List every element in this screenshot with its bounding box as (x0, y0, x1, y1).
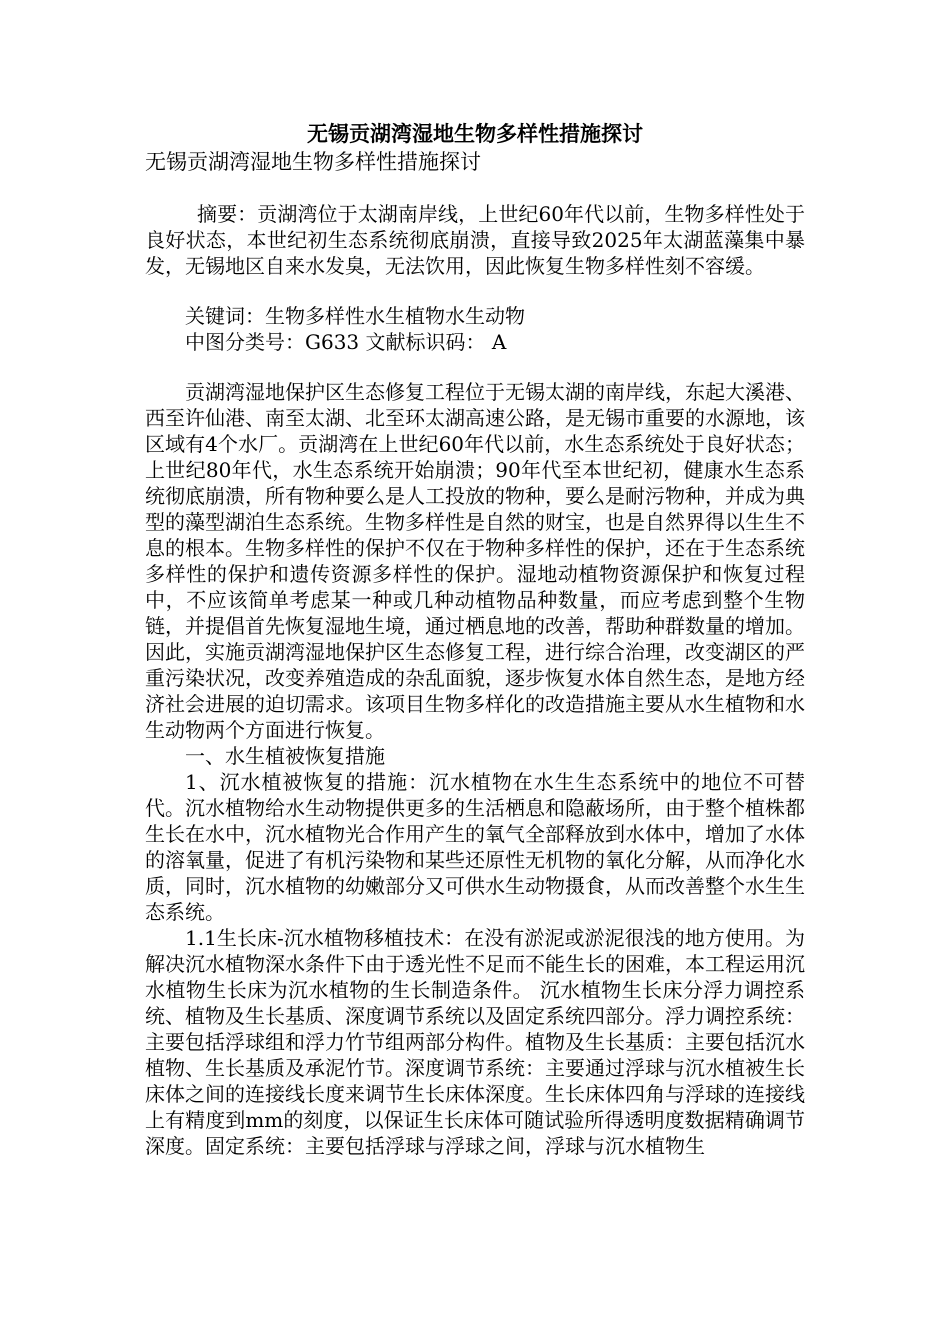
spacer (145, 355, 805, 379)
body-paragraph: 1.1生长床-沉水植物移植技术：在没有淤泥或淤泥很浅的地方使用。为解决沉水植物深水条件下由于透光性不足而不能生长的困难，本工程运用沉水植物生长床为沉水植物的生长制造条件。 沉水植物生长床分浮力调控系统、植物及生长基质、深度调节系统以及固定系统四部分。浮力调控系统：主要包括浮球组和浮力竹节组两部分构件。植物及生长基质：主要包括沉水植物、生长基质及承泥竹节。深度调节系统：主要通过浮球与沉水植被生长床体之间的连接线长度来调节生长床体深度。生长床体四角与浮球的连接线上有精度到mm的刻度，以保证生长床体可随试验所得透明度数据精确调节深度。固定系统：主要包括浮球与浮球之间，浮球与沉水植物生 (145, 926, 805, 1158)
body-paragraph: 贡湖湾湿地保护区生态修复工程位于无锡太湖的南岸线，东起大溪港、西至许仙港、南至太湖、北至环太湖高速公路，是无锡市重要的水源地，该区域有4个水厂。贡湖湾在上世纪60年代以前，水生态系统处于良好状态；上世纪80年代，水生态系统开始崩溃；90年代至本世纪初，健康水生态系统彻底崩溃，所有物种要么是人工投放的物种，要么是耐污物种，并成为典型的藻型湖泊生态系统。生物多样性是自然的财宝，也是自然界得以生生不息的根本。生物多样性的保护不仅在于物种多样性的保护，还在于生态系统多样性的保护和遗传资源多样性的保护。湿地动植物资源保护和恢复过程中，不应该简单考虑某一种或几种动植物品种数量，而应考虑到整个生物链，并提倡首先恢复湿地生境，通过栖息地的改善，帮助种群数量的增加。因此，实施贡湖湾湿地保护区生态修复工程，进行综合治理，改变湖区的严重污染状况，改变养殖造成的杂乱面貌，逐步恢复水体自然生态，是地方经济社会进展的迫切需求。该项目生物多样化的改造措施主要从水生植物和水生动物两个方面进行恢复。 (145, 380, 805, 742)
document-page (145, 118, 805, 1159)
document-title: 无锡贡湖湾湿地生物多样性措施探讨 (307, 121, 643, 146)
document-subtitle: 无锡贡湖湾湿地生物多样性措施探讨 (145, 150, 481, 174)
body-paragraph: 1、沉水植被恢复的措施：沉水植物在水生生态系统中的地位不可替代。沉水植物给水生动物提供更多的生活栖息和隐蔽场所，由于整个植株都生长在水中，沉水植物光合作用产生的氧气全部释放到水体中，增加了水体的溶氧量，促进了有机污染物和某些还原性无机物的氧化分解，从而净化水质，同时，沉水植物的幼嫩部分又可供水生动物摄食，从而改善整个水生生态系统。 (145, 770, 805, 924)
abstract-paragraph: 摘要：贡湖湾位于太湖南岸线，上世纪60年代以前，生物多样性处于良好状态，本世纪初生态系统彻底崩溃，直接导致2025年太湖蓝藻集中暴发，无锡地区自来水发臭，无法饮用，因此恢复生物多样性刻不容缓。 (145, 202, 805, 278)
spacer (145, 279, 805, 303)
keywords-line: 关键词：生物多样性水生植物水生动物 (185, 304, 525, 328)
section-heading: 一、水生植被恢复措施 (185, 744, 385, 768)
spacer (145, 175, 805, 201)
classification-line: 中图分类号：G633 文献标识码： A (185, 330, 507, 354)
